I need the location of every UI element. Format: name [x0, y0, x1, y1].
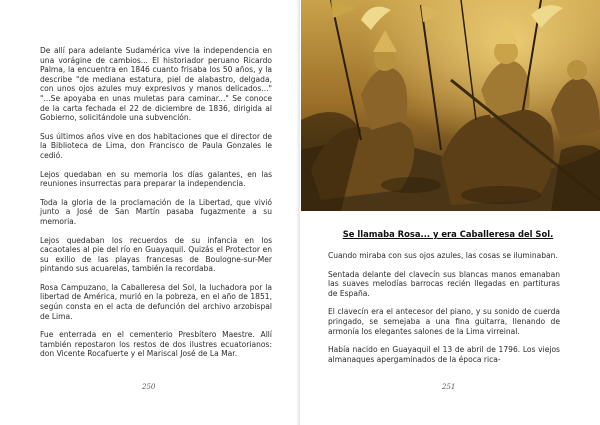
paragraph: Rosa Campuzano, la Caballeresa del Sol, la luchadora por la libertad de América, murió en la pobreza, en el año de 1851, según consta en el acta de defunción del archivo arzobispal de Lima. [40, 282, 272, 321]
paragraph: Sentada delante del clavecín sus blancas manos emanaban las suaves melodías barrocas recién llegadas en partituras de España. [328, 269, 560, 298]
section-title: Se llamaba Rosa... y era Caballeresa del Sol. [342, 229, 554, 239]
paragraph: Toda la gloria de la proclamación de la Libertad, que vivió junto a José de San Martín pasaba fugazmente a su memoria. [40, 197, 272, 226]
paragraph: Sus últimos años vive en dos habitaciones que el director de la Biblioteca de Lima, don Francisco de Paula Gonzales le cedió. [40, 131, 272, 160]
left-text-column [40, 46, 272, 368]
paragraph: Lejos quedaban en su memoria los días galantes, en las reuniones insurrectas para preparar la independencia. [40, 169, 272, 189]
paragraph: Fue enterrada en el cementerio Presbítero Maestre. Allí también repostaron los restos de dos ilustres ecuatorianos: don Vicente Rocafuerte y el Mariscal José de La Mar. [40, 330, 272, 359]
paragraph: Había nacido en Guayaquil el 13 de abril de 1796. Los viejos almanaques apergaminados de la época rica- [328, 345, 560, 364]
paragraph: Lejos quedaban los recuerdos de su infancia en los cacaotales al pie del río en Guayaquil. Quizás el Protector en su exilio de las playas francesas de Boulogne-sur-Mer pintando sus acuarelas, también la recordaba. [40, 235, 272, 274]
paragraph: De allí para adelante Sudamérica vive la independencia en una vorágine de cambios... El historiador peruano Ricardo Palma, la encuentra en 1846 cuanto frisaba los 50 años, y la describe "de mediana estatura, piel de alabastro, delgada, con unos ojos azules muy expresivos y manos delicados..." "...Se apoyaba en unas muletas para caminar..." Se conoce de la carta fechada el 22 de diciembre de 1836, dirigida al Gobierno, solicitándole una subvención. [40, 46, 272, 123]
right-text-column [328, 251, 560, 373]
paragraph: El clavecín era el antecesor del piano, y su sonido de cuerda pringado, se semejaba a una fina guitarra, llenando de armonía los elegantes salones de la Lima virreinal. [328, 307, 560, 336]
paragraph: Cuando miraba con sus ojos azules, las cosas se iluminaban. [328, 251, 558, 260]
page-number: 251 [442, 383, 456, 391]
battle-painting-image [301, 0, 600, 211]
page-number: 250 [142, 383, 156, 391]
